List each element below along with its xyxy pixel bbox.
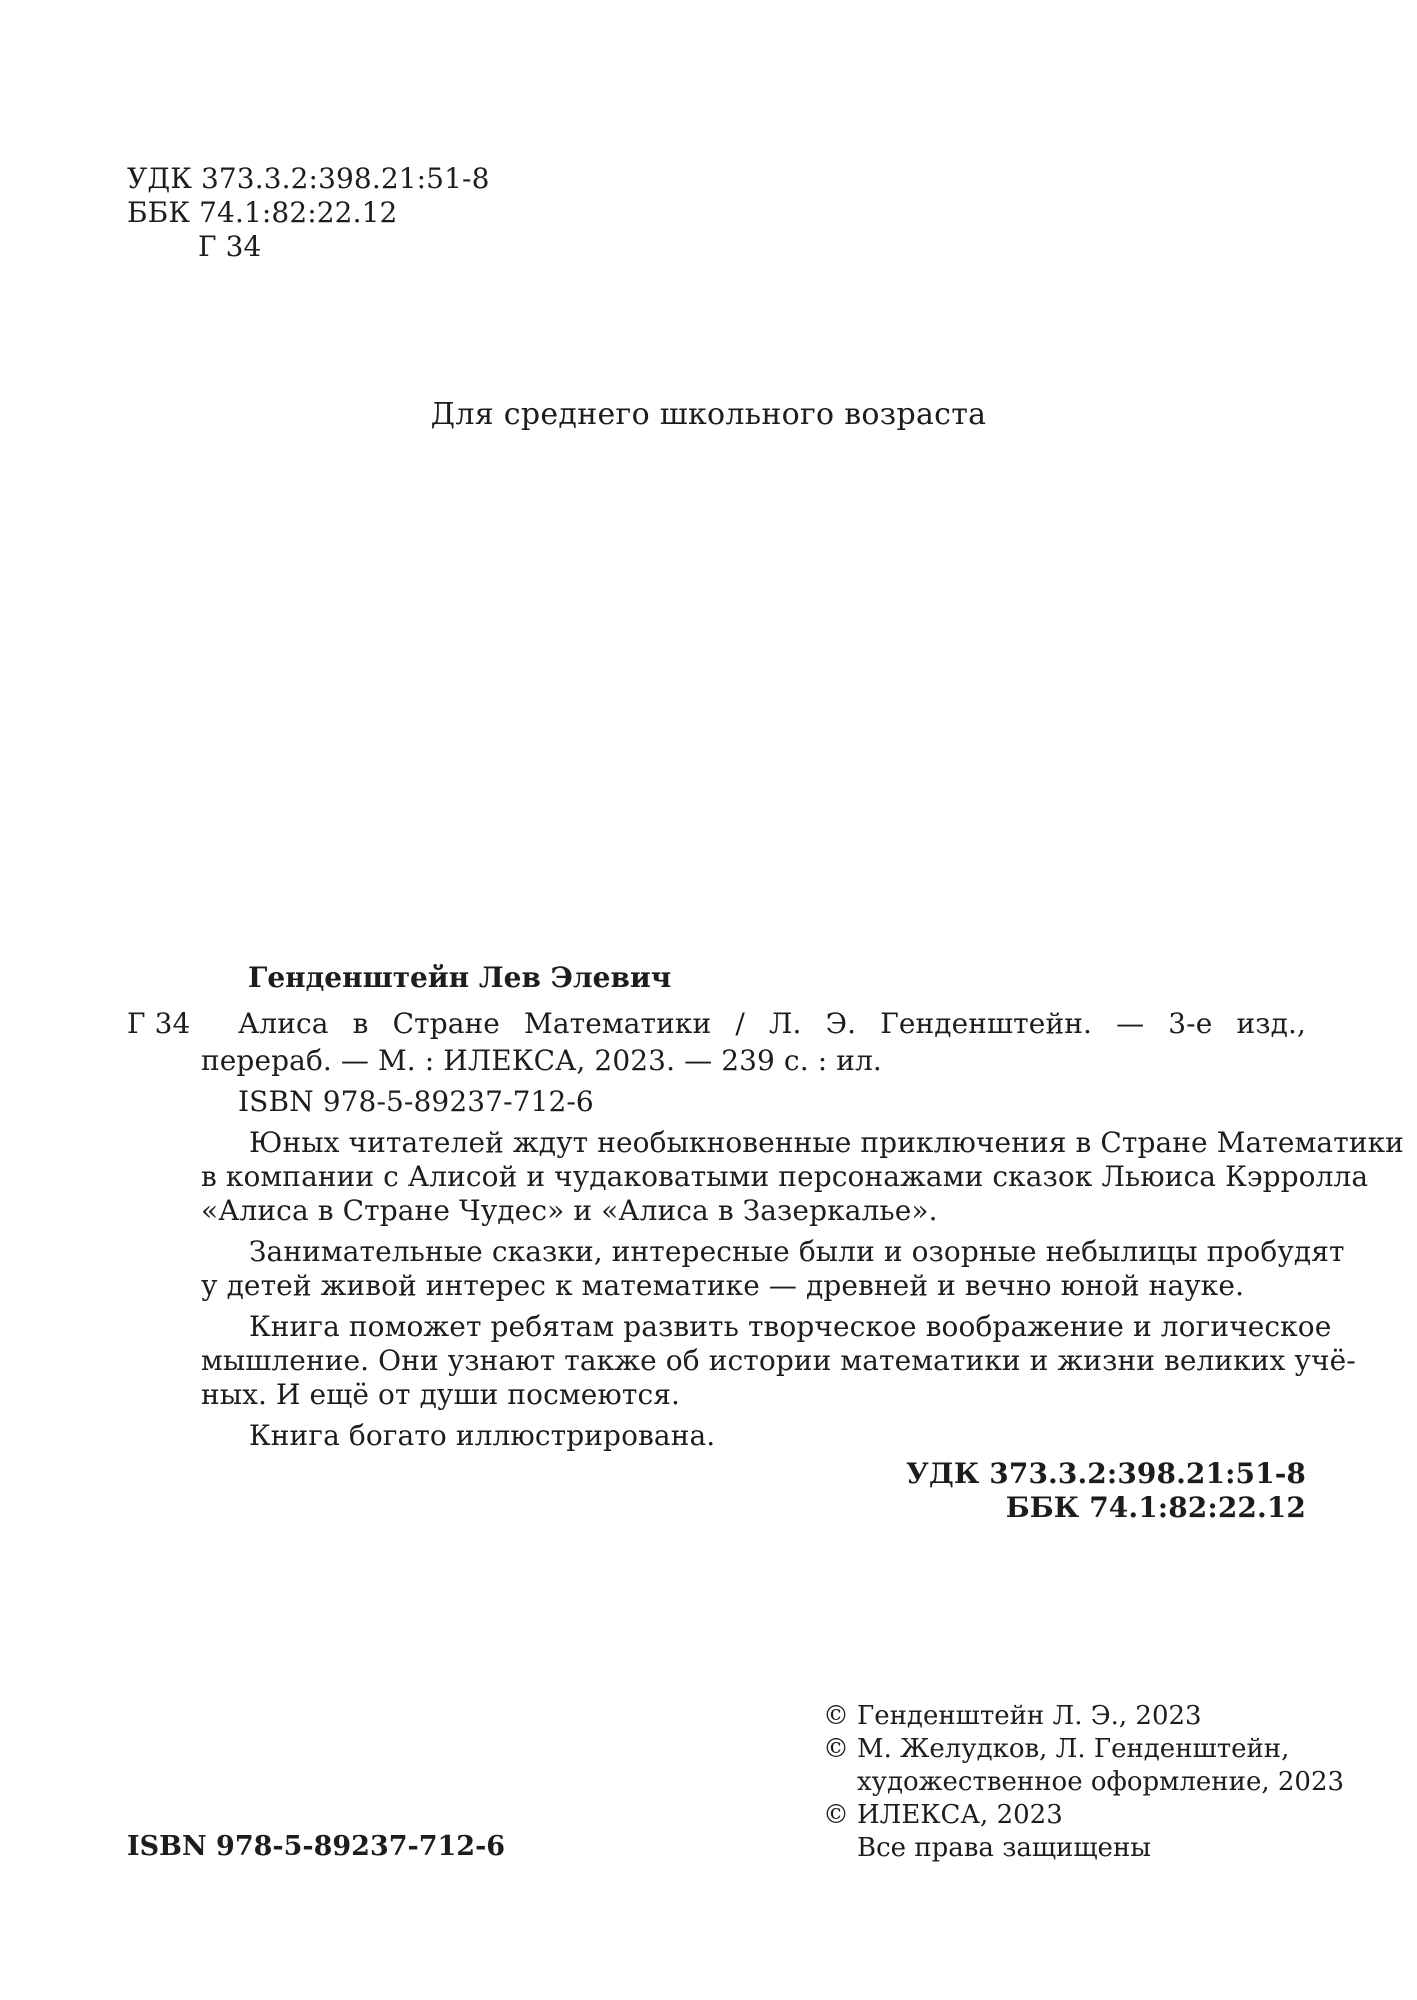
- annotation-line: ных. И ещё от души посмеются.: [201, 1378, 681, 1411]
- annotation-line: Книга поможет ребятам развить творческое воображение и логическое: [249, 1310, 1332, 1343]
- copyright-text: Генденштейн Л. Э., 2023: [857, 1701, 1202, 1731]
- annotation-line: у детей живой интерес к математике — древней и вечно юной науке.: [201, 1269, 1245, 1302]
- age-label: Для среднего школьного возраста: [430, 397, 987, 432]
- classification-bbk: ББК 74.1:82:22.12: [1005, 1491, 1306, 1524]
- header-bbk: ББК 74.1:82:22.12: [127, 196, 398, 229]
- annotation-line: Занимательные сказки, интересные были и озорные небылицы пробудят: [249, 1235, 1345, 1268]
- header-author-sign: Г 34: [198, 230, 262, 263]
- annotation-line: мышление. Они узнают также об истории математики и жизни великих учё-: [201, 1344, 1356, 1377]
- annotation-line: «Алиса в Стране Чудес» и «Алиса в Зазеркалье».: [201, 1194, 938, 1227]
- bibliography-publication-line: перераб. — М. : ИЛЕКСА, 2023. — 239 с. : ил.: [201, 1044, 882, 1077]
- copyright-text-continued: художественное оформление, 2023: [857, 1767, 1345, 1797]
- copyright-icon: ©: [823, 1701, 849, 1731]
- author-heading: Генденштейн Лев Элевич: [248, 961, 672, 994]
- copyright-text: ИЛЕКСА, 2023: [857, 1800, 1063, 1830]
- copyright-line: [823, 1700, 1202, 1733]
- copyright-line: [823, 1799, 1063, 1832]
- annotation-line: в компании с Алисой и чудаковатыми персонажами сказок Льюиса Кэрролла: [201, 1160, 1369, 1193]
- bibliography-title-line: Алиса в Стране Математики / Л. Э. Генденштейн. — 3-е изд.,: [238, 1007, 1306, 1040]
- copyright-icon: ©: [823, 1734, 849, 1764]
- rights-reserved: Все права защищены: [857, 1833, 1151, 1863]
- annotation-line: Юных читателей ждут необыкновенные приключения в Стране Математики: [249, 1126, 1404, 1159]
- classification-udk: УДК 373.3.2:398.21:51-8: [906, 1457, 1306, 1490]
- bibliography-isbn: ISBN 978-5-89237-712-6: [238, 1085, 594, 1118]
- bibliography-author-sign: Г 34: [127, 1007, 191, 1040]
- footer-isbn: ISBN 978-5-89237-712-6: [127, 1831, 506, 1862]
- header-udk: УДК 373.3.2:398.21:51-8: [127, 162, 490, 195]
- copyright-line: [823, 1733, 1289, 1766]
- annotation-line: Книга богато иллюстрирована.: [249, 1419, 716, 1452]
- copyright-text: М. Желудков, Л. Генденштейн,: [857, 1734, 1290, 1764]
- copyright-icon: ©: [823, 1800, 849, 1830]
